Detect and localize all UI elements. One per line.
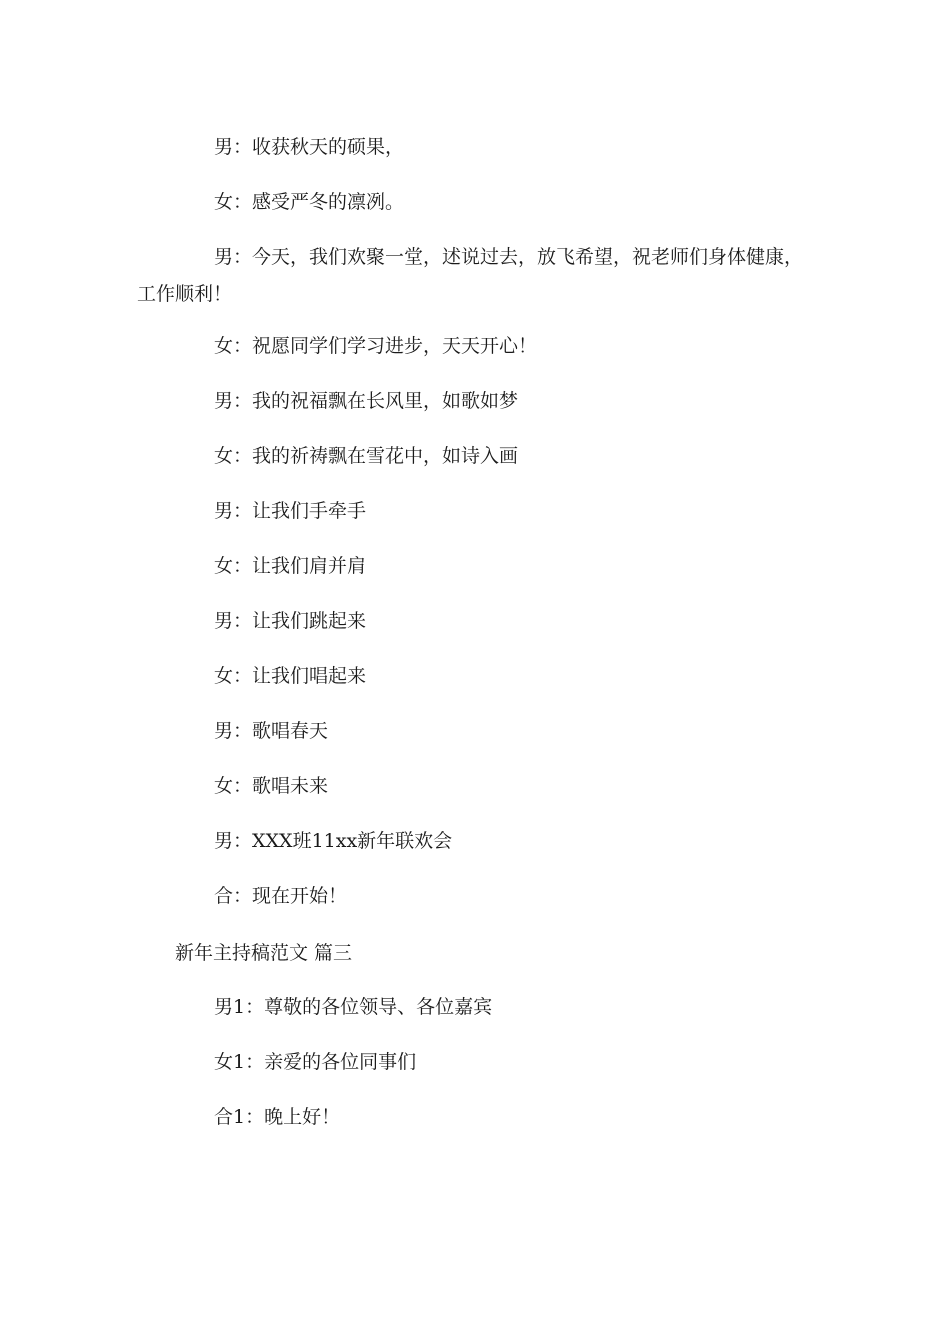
section-line-3: 合1：晚上好！ bbox=[214, 1106, 341, 1128]
dialogue-line-8: 女：让我们肩并肩 bbox=[214, 555, 367, 577]
dialogue-line-12: 女：歌唱未来 bbox=[214, 775, 329, 797]
dialogue-line-1: 男：收获秋天的硕果， bbox=[214, 136, 405, 158]
dialogue-line-5: 男：我的祝福飘在长风里，如歌如梦 bbox=[214, 390, 519, 412]
section-line-2: 女1：亲爱的各位同事们 bbox=[214, 1051, 417, 1073]
dialogue-line-14: 合：现在开始！ bbox=[214, 885, 348, 907]
dialogue-line-2: 女：感受严冬的凛冽。 bbox=[214, 191, 405, 213]
dialogue-line-3: 男：今天，我们欢聚一堂，述说过去，放飞希望，祝老师们身体健康，工作顺利！ bbox=[137, 246, 804, 305]
dialogue-line-9: 男：让我们跳起来 bbox=[214, 610, 367, 632]
dialogue-line-4: 女：祝愿同学们学习进步，天天开心！ bbox=[214, 335, 538, 357]
dialogue-line-10: 女：让我们唱起来 bbox=[214, 665, 367, 687]
dialogue-line-6: 女：我的祈祷飘在雪花中，如诗入画 bbox=[214, 445, 519, 467]
dialogue-line-11: 男：歌唱春天 bbox=[214, 720, 329, 742]
section-line-1: 男1：尊敬的各位领导、各位嘉宾 bbox=[214, 996, 493, 1018]
dialogue-line-13: 男：XXX班11xx新年联欢会 bbox=[214, 830, 453, 852]
dialogue-line-7: 男：让我们手牵手 bbox=[214, 500, 367, 522]
section-heading: 新年主持稿范文 篇三 bbox=[175, 942, 353, 964]
